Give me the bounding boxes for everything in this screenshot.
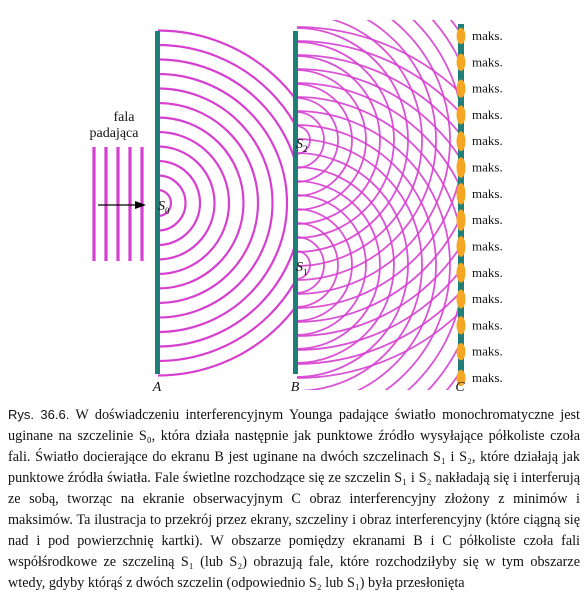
bright-fringe: [457, 183, 466, 205]
s0-wavefront: [158, 74, 287, 332]
screen-c-pattern: [457, 24, 466, 386]
bright-fringe: [457, 105, 466, 124]
maxima-labels: [472, 28, 503, 385]
caption-text: W doświadczeniu interferencyjnym Younga padające światło monochromatyczne jest uginane na szczelinie S₀, która działa następnie jak punktowe źródło wysyłające półkoliste czoła fali. Światło docierające do ekranu B jest uginane na dwóch szczelinach S₁ i S₂, które działają jak punktowe źródła światła. Fale świetlne rozchodzące się ze szczelin S₁ i S₂ nakładają się i interferują ze sobą, tworząc na ekranie obserwacyjnym C obraz interferencyjny złożony z minimów i maksimów. Ta ilustracja to przekrój przez ekrany, szczeliny i obraz interferencyjny (które ciągną się nad i pod powierzchnię kartki). W obszarze pomiędzy ekranami B i C półkoliste czoła fali współśrodkowe ze szczeliną S₁ (lub S₂) obrazują fale, które rozchodziłyby się w tym obszarze wtedy, gdyby którąś z dwóch szczelin (odpowiednio S₂ lub S₁) była przesłonięta: [8, 407, 580, 591]
bright-fringe: [457, 316, 466, 334]
bright-fringe: [457, 157, 466, 178]
incident-plane-waves: [94, 147, 142, 261]
slit-s0-label: $S_0$: [158, 199, 170, 216]
maxima-label: maks.: [472, 80, 503, 96]
maxima-label: maks.: [472, 159, 503, 175]
screen-a-label: A: [152, 380, 162, 395]
screen-c-label: C: [455, 380, 465, 395]
screen-b-label: B: [290, 380, 300, 395]
bright-fringe: [457, 28, 466, 44]
bright-fringe: [457, 54, 466, 71]
bright-fringe: [457, 290, 466, 309]
maxima-label: maks.: [472, 264, 503, 280]
slit-s2-label: $S_2$: [296, 137, 308, 154]
bright-fringe: [457, 131, 466, 151]
s0-wavefront: [158, 45, 316, 361]
bright-fringe: [457, 209, 466, 231]
maxima-label: maks.: [472, 54, 503, 70]
caption-label: Rys. 36.6.: [8, 407, 70, 422]
maxima-label: maks.: [472, 106, 503, 122]
maxima-label: maks.: [472, 370, 503, 385]
incident-label-line1: fala: [113, 110, 135, 125]
incident-label-line2: padająca: [89, 126, 139, 141]
maxima-label: maks.: [472, 133, 503, 149]
maxima-label: maks.: [472, 28, 503, 43]
s0-wavefronts: [158, 31, 331, 376]
screen-b: [293, 31, 298, 374]
bright-fringe: [457, 236, 466, 257]
bright-fringe: [457, 343, 466, 360]
maxima-label: maks.: [472, 238, 503, 254]
slit-s1-label: $S_1$: [296, 260, 308, 277]
maxima-label: maks.: [472, 291, 503, 307]
s0-wavefront: [158, 132, 229, 274]
figure-caption: [8, 404, 580, 594]
maxima-label: maks.: [472, 317, 503, 333]
bright-fringe: [457, 263, 466, 283]
bright-fringe: [457, 80, 466, 98]
maxima-label: maks.: [472, 212, 503, 228]
maxima-label: maks.: [472, 185, 503, 201]
maxima-label: maks.: [472, 343, 503, 359]
